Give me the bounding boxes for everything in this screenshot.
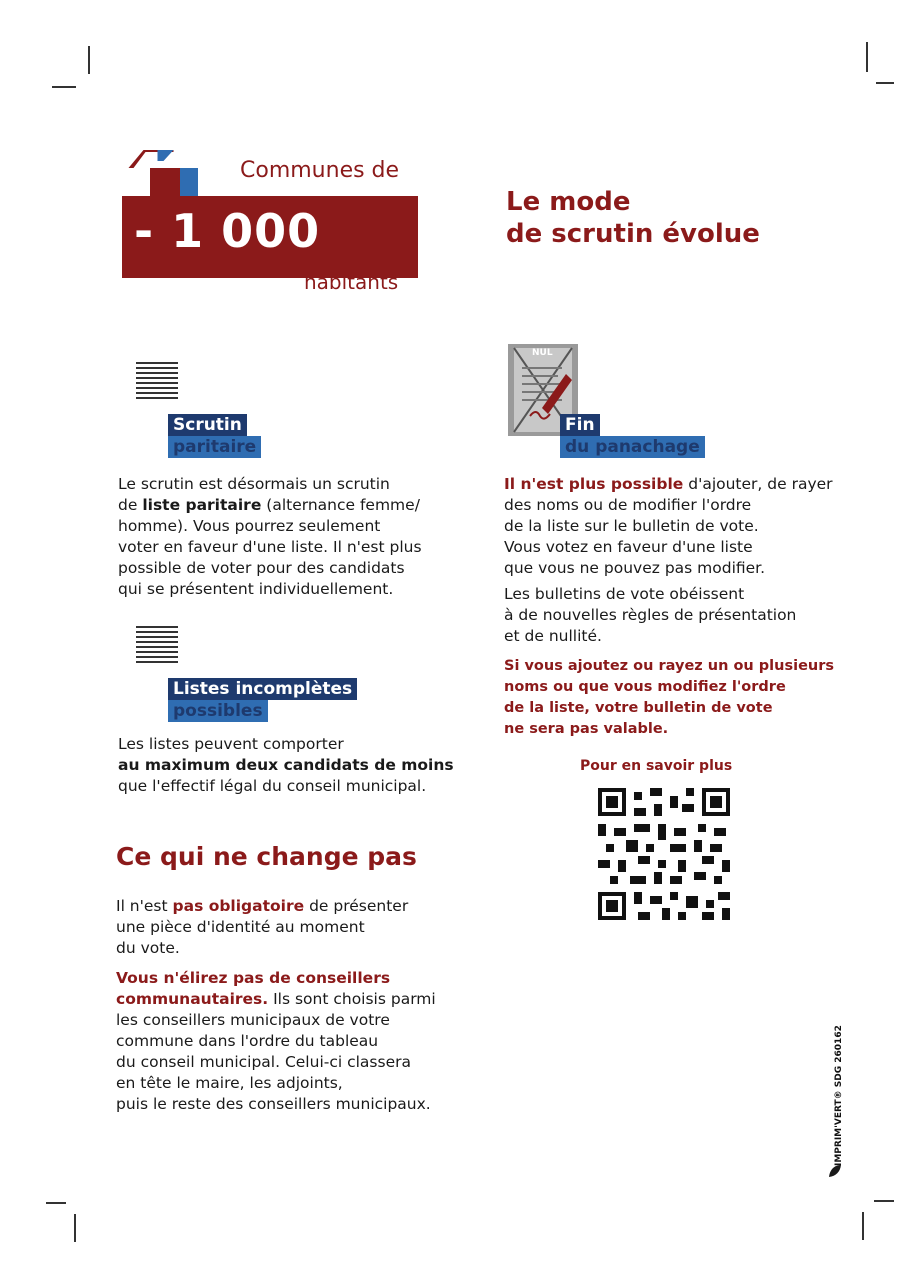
- text-line: que l'effectif légal du conseil municipal.: [118, 777, 427, 795]
- tag-line: possibles: [168, 700, 268, 722]
- more-info-title: Pour en savoir plus: [580, 758, 733, 774]
- tag-line: Listes incomplètes: [168, 678, 357, 700]
- print-code-text: IMPRIM'VERT® SDG 260162: [834, 1025, 844, 1166]
- text-line: Vous votez en faveur d'une liste: [504, 538, 753, 556]
- crop-mark: [88, 46, 90, 74]
- text-line: du vote.: [116, 939, 180, 957]
- tag-listes-incompletes: [168, 678, 357, 722]
- text-line: les conseillers municipaux de votre: [116, 1011, 390, 1029]
- text-line: une pièce d'identité au moment: [116, 918, 365, 936]
- text-line: Les listes peuvent comporter: [118, 735, 344, 753]
- text-line: du conseil municipal. Celui-ci classera: [116, 1053, 411, 1071]
- paragraph: [504, 584, 796, 647]
- logo-bottom-text: habitants: [304, 270, 399, 294]
- tag-line: du panachage: [560, 436, 705, 458]
- section-title: Ce qui ne change pas: [116, 842, 417, 871]
- paragraph: [118, 474, 422, 600]
- tag-line: Fin: [560, 414, 600, 436]
- text-line: noms ou que vous modifiez l'ordre: [504, 679, 786, 695]
- paragraph: [116, 896, 408, 959]
- qr-code-icon[interactable]: [598, 788, 730, 920]
- ballot-lines-icon: [136, 626, 178, 666]
- text-line: Il n'est plus possible d'ajouter, de rayer: [504, 475, 833, 493]
- logo-top-text: Communes de: [240, 158, 400, 183]
- text-line: de la liste, votre bulletin de vote: [504, 700, 773, 716]
- paragraph: [118, 734, 454, 797]
- crop-mark: [862, 1212, 864, 1240]
- text-line: Le scrutin est désormais un scrutin: [118, 475, 390, 493]
- text-line: Si vous ajoutez ou rayez un ou plusieurs: [504, 658, 835, 674]
- house-roof-icon: [128, 150, 174, 168]
- tag-scrutin-paritaire: [168, 414, 261, 458]
- text-line: ne sera pas valable.: [504, 721, 669, 737]
- page-title: [506, 186, 760, 250]
- text-line: de liste paritaire (alternance femme/: [118, 496, 420, 514]
- text-line: et de nullité.: [504, 627, 602, 645]
- logo-number: - 1 000: [134, 204, 321, 258]
- text-line: qui se présentent individuellement.: [118, 580, 394, 598]
- text-line: commune dans l'ordre du tableau: [116, 1032, 379, 1050]
- nul-label: NUL: [532, 348, 553, 358]
- text-line: des noms ou de modifier l'ordre: [504, 496, 752, 514]
- text-line: Les bulletins de vote obéissent: [504, 585, 745, 603]
- text-line: possible de voter pour des candidats: [118, 559, 405, 577]
- text-line: de la liste sur le bulletin de vote.: [504, 517, 759, 535]
- paragraph: [504, 656, 834, 740]
- title-line: Le mode: [506, 187, 631, 217]
- leaf-icon: [828, 1164, 842, 1178]
- tag-line: paritaire: [168, 436, 261, 458]
- ballot-lines-icon: [136, 362, 178, 402]
- text-line: au maximum deux candidats de moins: [118, 756, 454, 774]
- crop-mark: [866, 42, 868, 72]
- crop-mark: [52, 86, 76, 88]
- text-line: Vous n'élirez pas de conseillers: [116, 969, 391, 987]
- logo-shape: [150, 168, 180, 198]
- text-line: puis le reste des conseillers municipaux.: [116, 1095, 431, 1113]
- paragraph: [116, 968, 436, 1115]
- text-line: homme). Vous pourrez seulement: [118, 517, 381, 535]
- crop-mark: [874, 1200, 894, 1202]
- text-line: en tête le maire, les adjoints,: [116, 1074, 343, 1092]
- crop-mark: [876, 82, 894, 84]
- text-line: voter en faveur d'une liste. Il n'est plus: [118, 538, 422, 556]
- text-line: que vous ne pouvez pas modifier.: [504, 559, 766, 577]
- logo-shape: [180, 168, 198, 198]
- text-line: à de nouvelles règles de présentation: [504, 606, 797, 624]
- tag-fin-panachage: [560, 414, 705, 458]
- print-code: [826, 1025, 846, 1180]
- title-line: de scrutin évolue: [506, 219, 760, 249]
- text-line: Il n'est pas obligatoire de présenter: [116, 897, 409, 915]
- paragraph: [504, 474, 833, 579]
- crop-mark: [74, 1214, 76, 1242]
- crop-mark: [46, 1202, 66, 1204]
- tag-line: Scrutin: [168, 414, 247, 436]
- text-line: communautaires. Ils sont choisis parmi: [116, 990, 436, 1008]
